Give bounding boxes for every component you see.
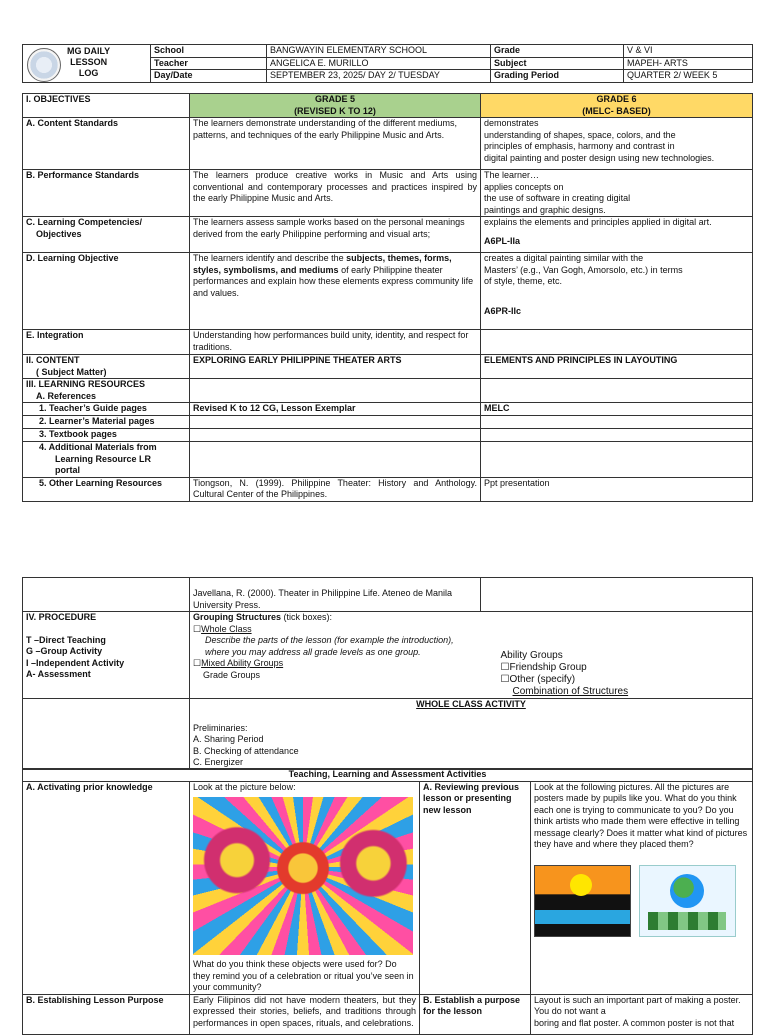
textbook-g5 <box>190 429 481 442</box>
reference-2-g6 <box>481 578 753 612</box>
grade5-heading: GRADE 5 (REVISED K TO 12) <box>190 94 481 118</box>
additional-materials-g6 <box>481 442 753 478</box>
subject-value: MAPEH- ARTS <box>624 57 753 70</box>
competencies-label: C. Learning Competencies/ Objectives <box>23 217 190 253</box>
grade6-heading: GRADE 6 (MELC- BASED) <box>481 94 753 118</box>
competencies-g6: explains the elements and principles applied in digital art. A6PL-IIa <box>481 217 753 253</box>
sunset-poster-image <box>534 865 631 937</box>
lesson-purpose-content: Early Filipinos did not have modern theaters, but they expressed their stories, beliefs, and traditions through performances in open spaces, rituals, and celebrations. <box>190 994 420 1034</box>
performance-standards-g5: The learners produce creative works in Music and Arts using conventional and contemporary processes and practices inspired by the early Philippine Music and Arts. <box>190 170 481 217</box>
establish-purpose-content: Layout is such an important part of making a poster. You do not want a boring and flat poster. A common poster is not that <box>531 994 753 1034</box>
deped-logo-cell <box>23 45 151 83</box>
teacher-value: ANGELICA E. MURILLO <box>267 57 491 70</box>
activating-knowledge-content: Look at the picture below: What do you think these objects were used for? Do they remind you of a celebration or ritual you’ve seen in your community? <box>190 781 420 994</box>
grading-period-label: Grading Period <box>491 70 624 83</box>
tla-table <box>22 768 753 1035</box>
content-standards-label: A. Content Standards <box>23 118 190 170</box>
objectives-table <box>22 93 753 502</box>
content-g5: EXPLORING EARLY PHILIPPINE THEATER ARTS <box>190 355 481 379</box>
integration-label: E. Integration <box>23 330 190 355</box>
grading-period-value: QUARTER 2/ WEEK 5 <box>624 70 753 83</box>
additional-materials-label: 4. Additional Materials from Learning Resource LR portal <box>23 442 190 478</box>
other-specify-checkbox[interactable]: ☐ Other (specify) <box>501 674 750 686</box>
date-label: Day/Date <box>151 70 267 83</box>
log-title: MG DAILY LESSON LOG <box>67 46 111 78</box>
tla-heading: Teaching, Learning and Assessment Activities <box>23 769 753 782</box>
reviewing-lesson-content: Look at the following pictures. All the pictures are posters made by pupils like you. What do you think each one is trying to communicate to you? Do you think artists who made them were effective in telling message clearly? Does it matter what kind of pictures they have and where they placed them? <box>531 781 753 994</box>
reference-2: Javellana, R. (2000). Theater in Philippine Life. Ateneo de Manila University Press. <box>190 578 481 612</box>
grade-value: V & VI <box>624 45 753 58</box>
integration-g5: Understanding how performances build unity, identity, and respect for traditions. <box>190 330 481 355</box>
subject-label: Subject <box>491 57 624 70</box>
learning-objective-g5: The learners identify and describe the subjects, themes, forms, styles, symbolisms, and mediums of early Philippine theater performances and explain how these elements express community life and values. <box>190 253 481 330</box>
learners-material-label: 2. Learner’s Material pages <box>23 416 190 429</box>
date-value: SEPTEMBER 23, 2025/ DAY 2/ TUESDAY <box>267 70 491 83</box>
procedure-label: IV. PROCEDURE T –Direct Teaching G –Group Activity I –Independent Activity A- Assessment <box>23 612 190 699</box>
teacher-label: Teacher <box>151 57 267 70</box>
teachers-guide-g6: MELC <box>481 403 753 416</box>
festival-masks-image <box>193 797 413 955</box>
content-standards-g6: demonstrates understanding of shapes, space, colors, and the principles of emphasis, harmony and contrast in digital painting and poster design using new technologies. <box>481 118 753 170</box>
integration-g6 <box>481 330 753 355</box>
grouping-options: Ability Groups ☐ Friendship Group ☐ Other (specify) Combination of Structures <box>481 612 753 699</box>
textbook-g6 <box>481 429 753 442</box>
other-resources-label: 5. Other Learning Resources <box>23 477 190 501</box>
other-resources-g5: Tiongson, N. (1999). Philippine Theater: History and Anthology. Cultural Center of the Philippines. <box>190 477 481 501</box>
content-standards-g5: The learners demonstrate understanding of the different mediums, patterns, and techniques of the early Philippine Music and Arts. <box>190 118 481 170</box>
resources-g6 <box>481 379 753 403</box>
other-resources-g6: Ppt presentation <box>481 477 753 501</box>
procedure-blank <box>23 578 190 612</box>
learners-material-g6 <box>481 416 753 429</box>
friendship-group-checkbox[interactable]: ☐ Friendship Group <box>501 662 750 674</box>
performance-standards-g6: The learner… applies concepts on the use of software in creating digital paintings and graphic designs. <box>481 170 753 217</box>
school-label: School <box>151 45 267 58</box>
whole-class-checkbox[interactable]: ☐ Whole Class <box>193 624 478 636</box>
deped-seal-icon <box>27 48 61 82</box>
activating-knowledge-label: A. Activating prior knowledge <box>23 781 190 994</box>
teachers-guide-label: 1. Teacher’s Guide pages <box>23 403 190 416</box>
content-label: II. CONTENT ( Subject Matter) <box>23 355 190 379</box>
learning-objective-label: D. Learning Objective <box>23 253 190 330</box>
grade-label: Grade <box>491 45 624 58</box>
teachers-guide-g5: Revised K to 12 CG, Lesson Exemplar <box>190 403 481 416</box>
performance-standards-label: B. Performance Standards <box>23 170 190 217</box>
lesson-purpose-label: B. Establishing Lesson Purpose <box>23 994 190 1034</box>
resources-label: III. LEARNING RESOURCES A. References <box>23 379 190 403</box>
grouping-structures: Grouping Structures (tick boxes): ☐ Whole Class Describe the parts of the lesson (for example the introduction), where you may address all grade levels as one group. ☐ Mixed Ability Groups Grade Groups <box>190 612 481 699</box>
whole-class-activity: WHOLE CLASS ACTIVITY Preliminaries: A. Sharing Period B. Checking of attendance C. Energizer <box>190 699 753 770</box>
school-value: BANGWAYIN ELEMENTARY SCHOOL <box>267 45 491 58</box>
objectives-heading: I. OBJECTIVES <box>23 94 190 118</box>
procedure-table <box>22 577 753 770</box>
header-table <box>22 44 753 83</box>
reviewing-lesson-label: A. Reviewing previous lesson or presenting new lesson <box>420 781 531 994</box>
earth-poster-image <box>639 865 736 937</box>
establish-purpose-label: B. Establish a purpose for the lesson <box>420 994 531 1034</box>
resources-g5 <box>190 379 481 403</box>
whole-class-blank <box>23 699 190 770</box>
learning-objective-g6: creates a digital painting similar with the Masters’ (e.g., Van Gogh, Amorsolo, etc.) in terms of style, theme, etc. A6PR-IIc <box>481 253 753 330</box>
content-g6: ELEMENTS AND PRINCIPLES IN LAYOUTING <box>481 355 753 379</box>
learners-material-g5 <box>190 416 481 429</box>
additional-materials-g5 <box>190 442 481 478</box>
mixed-ability-checkbox[interactable]: ☐ Mixed Ability Groups <box>193 658 478 670</box>
textbook-label: 3. Textbook pages <box>23 429 190 442</box>
competencies-g5: The learners assess sample works based on the personal meanings derived from the early Philippine performing and visual arts; <box>190 217 481 253</box>
